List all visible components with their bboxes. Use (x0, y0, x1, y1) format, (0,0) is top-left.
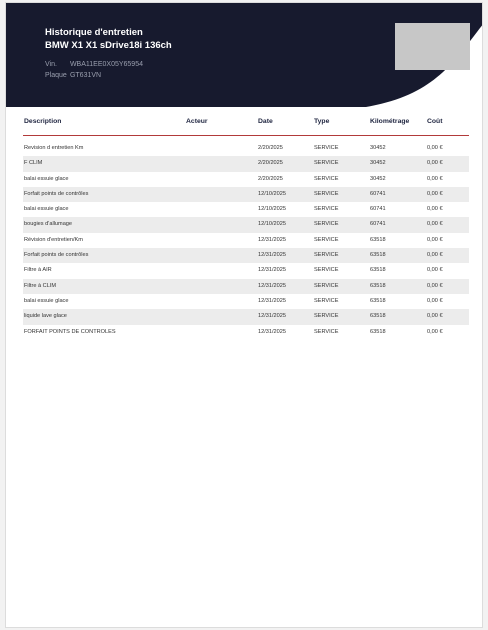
cell-date: 12/31/2025 (258, 297, 286, 304)
cell-date: 12/10/2025 (258, 221, 286, 228)
cell-mileage: 30452 (370, 145, 386, 151)
cell-type: SERVICE (314, 252, 339, 259)
cell-date: 12/31/2025 (258, 267, 286, 274)
table-row (23, 325, 469, 340)
cell-cost: 0,00 € (427, 328, 443, 335)
cell-mileage: 60741 (370, 190, 386, 197)
cell-cost: 0,00 € (427, 190, 443, 197)
cell-date: 12/31/2025 (258, 252, 286, 259)
plate-value: GT631VN (69, 72, 102, 79)
table-row (23, 248, 469, 263)
cell-mileage: 63518 (370, 297, 386, 304)
cell-cost: 0,00 € (427, 267, 443, 274)
cell-mileage: 63518 (370, 236, 386, 243)
cell-date: 12/31/2025 (258, 282, 286, 289)
cell-mileage: 30452 (370, 160, 386, 167)
cell-mileage: 63518 (370, 282, 386, 289)
column-header-date: Date (258, 118, 273, 125)
table-header (23, 115, 469, 136)
table-row (23, 141, 469, 156)
cell-mileage: 30452 (370, 175, 386, 182)
cell-date: 12/31/2025 (258, 236, 286, 243)
table-row (23, 233, 469, 248)
cell-type: SERVICE (314, 297, 339, 304)
cell-type: SERVICE (314, 328, 339, 335)
document-page (5, 2, 483, 628)
vin-line (45, 61, 143, 68)
cell-type: SERVICE (314, 267, 339, 274)
cell-type: SERVICE (314, 236, 339, 243)
cell-date: 2/20/2025 (258, 160, 283, 167)
cell-date: 2/20/2025 (258, 145, 283, 151)
table-row (23, 279, 469, 294)
cell-cost: 0,00 € (427, 236, 443, 243)
cell-description: balai essuie glace (24, 206, 69, 213)
cell-mileage: 63518 (370, 328, 386, 335)
cell-date: 12/31/2025 (258, 328, 286, 335)
cell-mileage: 63518 (370, 252, 386, 259)
column-header-description: Description (24, 118, 62, 125)
cell-cost: 0,00 € (427, 252, 443, 259)
cell-mileage: 60741 (370, 221, 386, 228)
cell-cost: 0,00 € (427, 160, 443, 167)
cell-description: bougies d'allumage (24, 221, 73, 228)
cell-date: 12/10/2025 (258, 206, 286, 213)
cell-cost: 0,00 € (427, 313, 443, 320)
cell-date: 12/31/2025 (258, 313, 286, 320)
column-header-actor: Acteur (186, 118, 208, 125)
maintenance-table-body (23, 141, 469, 340)
cell-cost: 0,00 € (427, 206, 443, 213)
cell-description: Filtre à AIR (24, 267, 52, 274)
cell-mileage: 63518 (370, 313, 386, 320)
cell-description: Revision d entretien Km (24, 145, 84, 151)
table-row (23, 263, 469, 278)
column-header-cost: Coût (427, 118, 443, 125)
column-header-type: Type (314, 118, 330, 125)
document-title: Historique d'entretien (45, 27, 143, 38)
cell-description: F CLIM (24, 160, 43, 167)
logo-placeholder (395, 23, 470, 70)
table-row (23, 309, 469, 324)
table-row (23, 156, 469, 171)
cell-mileage: 63518 (370, 267, 386, 274)
cell-description: liquide lave glace (24, 313, 67, 320)
cell-type: SERVICE (314, 160, 339, 167)
table-row (23, 217, 469, 232)
cell-description: balai essuie glace (24, 297, 69, 304)
vin-label: Vin. (45, 61, 57, 68)
cell-type: SERVICE (314, 221, 339, 228)
column-header-mileage: Kilométrage (370, 118, 410, 125)
cell-type: SERVICE (314, 313, 339, 320)
cell-description: Révision d'entretien/Km (24, 236, 83, 243)
cell-cost: 0,00 € (427, 297, 443, 304)
plate-label: Plaque (45, 72, 67, 79)
cell-type: SERVICE (314, 145, 339, 151)
cell-type: SERVICE (314, 190, 339, 197)
plate-line (45, 72, 101, 79)
cell-cost: 0,00 € (427, 221, 443, 228)
document-header (6, 3, 483, 107)
cell-description: Forfait points de contrôles (24, 252, 89, 259)
cell-description: FORFAIT POINTS DE CONTROLES (24, 328, 116, 335)
table-row (23, 187, 469, 202)
vehicle-model: BMW X1 X1 sDrive18i 136ch (45, 40, 172, 51)
cell-cost: 0,00 € (427, 282, 443, 289)
cell-description: Forfait points de contrôles (24, 190, 89, 197)
cell-type: SERVICE (314, 282, 339, 289)
cell-mileage: 60741 (370, 206, 386, 213)
cell-type: SERVICE (314, 175, 339, 182)
cell-cost: 0,00 € (427, 145, 443, 151)
cell-description: balai essuie glace (24, 175, 69, 182)
table-row (23, 294, 469, 309)
cell-date: 2/20/2025 (258, 175, 283, 182)
cell-type: SERVICE (314, 206, 339, 213)
cell-description: Filtre à CLIM (24, 282, 57, 289)
cell-cost: 0,00 € (427, 175, 443, 182)
table-row (23, 172, 469, 187)
vin-value: WBA11EE0X05Y65954 (69, 61, 143, 68)
table-row (23, 202, 469, 217)
cell-date: 12/10/2025 (258, 190, 286, 197)
